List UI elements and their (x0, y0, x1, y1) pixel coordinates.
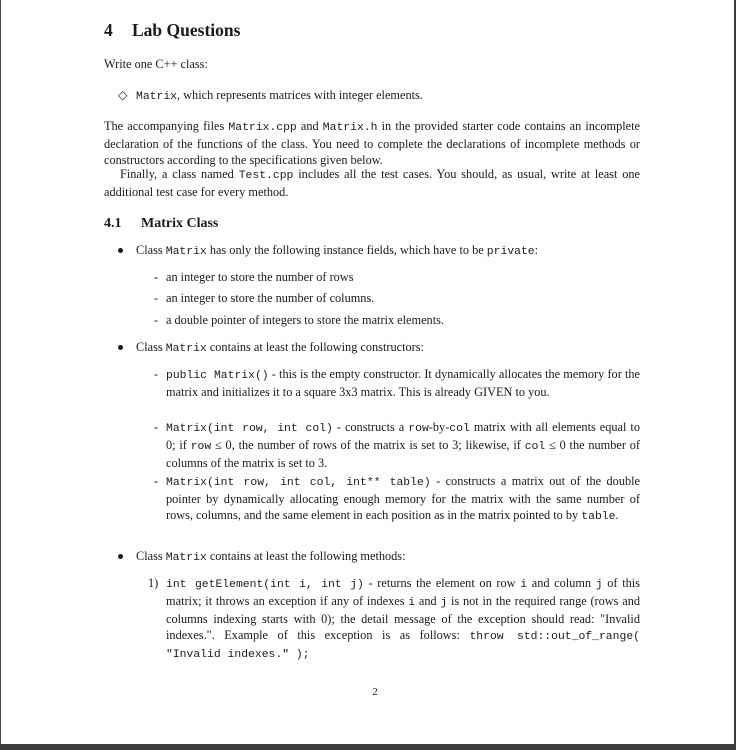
method-text-c: of this matrix; it throws an exception if any of indexes (166, 576, 640, 608)
field-text: an integer to store the number of rows (166, 270, 354, 284)
ctor2-code-col2: col (524, 441, 546, 453)
subsection-number: 4.1 (104, 216, 122, 231)
dash-marker: - (154, 291, 159, 305)
dash-marker: - (154, 420, 159, 434)
bullet1-code-matrix: Matrix (165, 246, 207, 258)
viewer-left-border (0, 0, 1, 750)
bullet1-text-b: has only the following instance fields, which have to be (206, 243, 487, 257)
ctor2-text-a: - constructs a (332, 420, 409, 434)
ctor2-text-d: ≤ 0, the number of rows of the matrix is set to 3; likewise, if (211, 438, 525, 452)
bullet-text (136, 548, 640, 566)
dash-marker: - (154, 313, 159, 327)
dash-marker: - (154, 270, 159, 284)
viewer-bottom-bar (0, 744, 736, 750)
class-name-code: Matrix (136, 91, 178, 103)
class-description: , which represents matrices with integer elements. (177, 88, 423, 102)
section-number: 4 (104, 20, 113, 40)
field-text: an integer to store the number of columns. (166, 291, 375, 305)
method-code-throw: throw std::out_of_range( "Invalid indexes." ); (166, 631, 640, 661)
file-test-cpp: Test.cpp (238, 170, 294, 182)
bullet2-text-a: Class (136, 340, 166, 354)
bullet3-text-a: Class (136, 549, 166, 563)
constructor-signature: Matrix(int row, int col) (166, 423, 333, 435)
ctor2-code-row2: row (190, 441, 212, 453)
diamond-icon: ◇ (118, 88, 128, 102)
constructor-text (166, 419, 640, 471)
dash-marker: - (154, 474, 159, 488)
para1-and: and (296, 119, 323, 133)
constructor-description: - this is the empty constructor. It dynamically allocates the memory for the matrix and initializes it to a square 3x3 matrix. This is already GIVEN to you. (166, 367, 640, 399)
ctor2-text-b: -by- (428, 420, 450, 434)
constructor-text (166, 366, 640, 400)
ctor2-code-col: col (449, 423, 470, 435)
bullet2-code-matrix: Matrix (165, 343, 207, 355)
page-number: 2 (372, 686, 378, 698)
intro-text: Write one C++ class: (104, 57, 208, 71)
method-signature: int getElement(int i, int j) (166, 579, 364, 591)
bullet2-text-b: contains at least the following constructors: (206, 340, 424, 354)
ctor2-code-row: row (408, 423, 429, 435)
ctor3-code-table: table (581, 511, 616, 523)
method-code-i2: i (408, 597, 416, 609)
method-text (166, 575, 640, 663)
method-code-i: i (520, 579, 528, 591)
bullet1-text-c: : (534, 243, 539, 257)
section-title: Lab Questions (132, 20, 241, 40)
section-heading (104, 22, 240, 38)
paragraph-files (104, 118, 640, 168)
method-number: 1) (148, 576, 159, 590)
bullet3-text-b: contains at least the following methods: (206, 549, 406, 563)
para1-text-b: in the provided starter code contains an incomplete declaration of the functions of the class. You need to complete the declarations of incomplete methods or constructors according to the specifications given below. (104, 119, 641, 167)
bullet1-code-private: private (486, 246, 535, 258)
subsection-heading (104, 216, 218, 232)
paragraph-tests (104, 166, 640, 200)
method-text-a: - returns the element on row (363, 576, 521, 590)
bullet-dot (118, 248, 123, 253)
method-text-b: and column (527, 576, 596, 590)
bullet-text (136, 242, 640, 260)
bullet-dot (118, 554, 123, 559)
file-matrix-h: Matrix.h (322, 122, 378, 134)
method-text-d: and (415, 594, 441, 608)
method-code-j: j (595, 579, 603, 591)
ctor2-text-e: ≤ 0 the number of columns of the matrix is set to 3. (166, 438, 640, 470)
ctor2-text-c: matrix with all elements equal to 0; if (166, 420, 640, 452)
subsection-title: Matrix Class (141, 216, 219, 231)
bullet3-code-matrix: Matrix (165, 552, 207, 564)
para1-text-a: The accompanying files (104, 119, 229, 133)
ctor3-end: . (615, 508, 619, 522)
dash-marker: - (154, 367, 159, 381)
method-text-e: is not in the required range (rows and columns indexing starts with 0); the detail message of the exception should read: "Invalid indexes.". Example of this exception is as follows: (166, 594, 640, 642)
bullet-dot (118, 345, 123, 350)
bullet1-text-a: Class (136, 243, 166, 257)
constructor-text (166, 473, 640, 525)
field-text: a double pointer of integers to store the matrix elements. (166, 313, 444, 327)
constructor-description: - constructs a matrix out of the double pointer by dynamically allocating enough memory for the matrix with the same number of rows, columns, and the same element in each position as in the matrix pointed to by (166, 474, 640, 522)
method-code-j2: j (440, 597, 448, 609)
constructor-signature: Matrix(int row, int col, int** table) (166, 477, 431, 489)
para2-text-b: includes all the test cases. You should, as usual, write at least one additional test case for every method. (104, 167, 641, 199)
bullet-text (136, 339, 640, 357)
para2-text-a: Finally, a class named (120, 167, 239, 181)
constructor-signature: public Matrix() (166, 370, 269, 382)
class-list-item (118, 87, 423, 105)
file-matrix-cpp: Matrix.cpp (228, 122, 297, 134)
